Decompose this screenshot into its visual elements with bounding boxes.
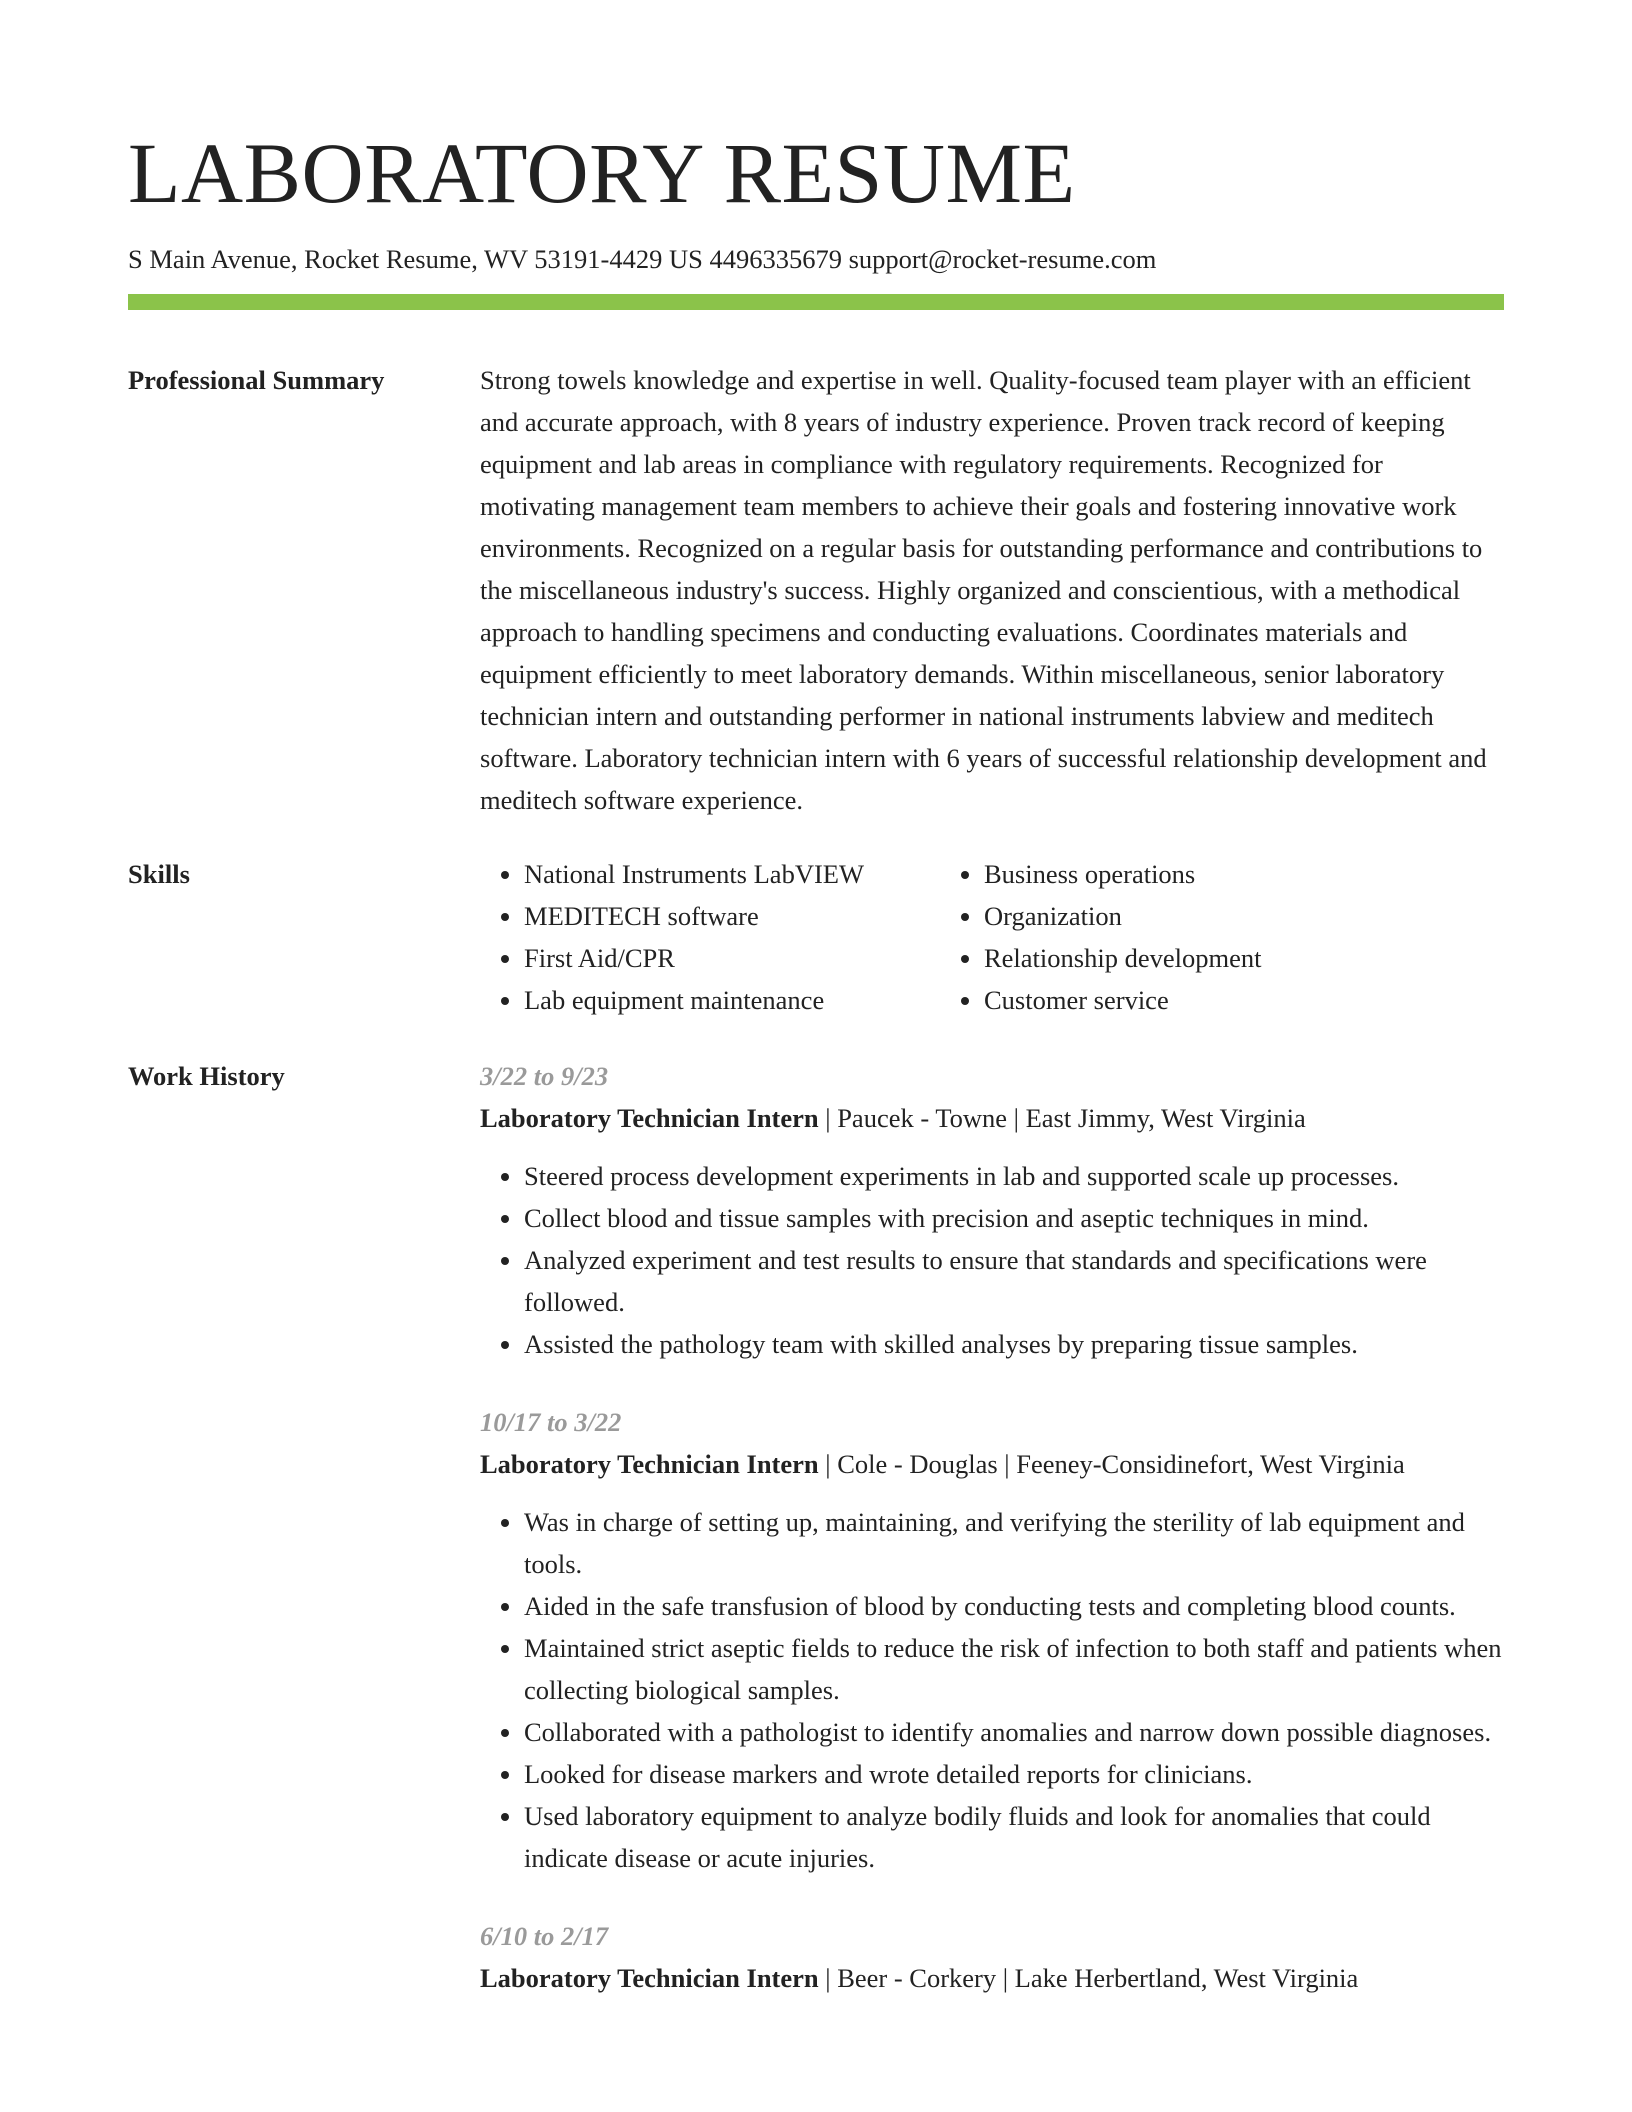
work-history-body bbox=[480, 1055, 1504, 2035]
section-label-skills: Skills bbox=[128, 859, 190, 889]
work-history-section bbox=[128, 1055, 1504, 2035]
job-date: 10/17 to 3/22 bbox=[480, 1407, 622, 1437]
job-bullet: • Maintained strict aseptic fields to reduce the risk of infection to both staff and patients when collecting biological samples. bbox=[524, 1627, 1504, 1711]
skill-item: • MEDITECH software bbox=[524, 895, 940, 937]
skill-item: • National Instruments LabVIEW bbox=[524, 853, 940, 895]
skill-item: • Organization bbox=[984, 895, 1400, 937]
job-bullet: • Used laboratory equipment to analyze bodily fluids and look for anomalies that could indicate disease or acute injuries. bbox=[524, 1795, 1504, 1879]
job-entry bbox=[480, 1915, 1504, 1999]
job-date: 3/22 to 9/23 bbox=[480, 1061, 609, 1091]
job-bullet: • Assisted the pathology team with skilled analyses by preparing tissue samples. bbox=[524, 1323, 1504, 1365]
skills-grid bbox=[480, 853, 1504, 1021]
resume-title: LABORATORY RESUME bbox=[128, 125, 1076, 221]
skill-item: • Lab equipment maintenance bbox=[524, 979, 940, 1021]
header-divider bbox=[128, 294, 1504, 310]
section-label-summary: Professional Summary bbox=[128, 365, 385, 395]
job-bullet: • Collaborated with a pathologist to identify anomalies and narrow down possible diagnoses. bbox=[524, 1711, 1504, 1753]
job-bullet-list bbox=[480, 1501, 1504, 1879]
skills-body bbox=[480, 853, 1504, 1021]
job-heading bbox=[480, 1443, 1504, 1485]
job-entry bbox=[480, 1401, 1504, 1879]
section-label-work: Work History bbox=[128, 1061, 285, 1091]
job-bullet-list bbox=[480, 1155, 1504, 1365]
contact-info: S Main Avenue, Rocket Resume, WV 53191-4429 US 4496335679 support@rocket-resume.com bbox=[128, 244, 1157, 274]
skill-item: • Customer service bbox=[984, 979, 1400, 1021]
job-bullet: • Analyzed experiment and test results to ensure that standards and specifications were followed. bbox=[524, 1239, 1504, 1323]
skill-item: • Relationship development bbox=[984, 937, 1400, 979]
skills-section bbox=[128, 853, 1504, 1021]
skills-list-right bbox=[940, 853, 1400, 1021]
job-bullet: • Collect blood and tissue samples with precision and aseptic techniques in mind. bbox=[524, 1197, 1504, 1239]
job-details: | Cole - Douglas | Feeney-Considinefort, West Virginia bbox=[818, 1449, 1405, 1479]
job-heading bbox=[480, 1097, 1504, 1139]
summary-text: Strong towels knowledge and expertise in well. Quality-focused team player with an efficient and accurate approach, with 8 years of industry experience. Proven track record of keeping equipment and lab areas in compliance with regulatory requirements. Recognized for motivating management team members to achieve their goals and fostering innovative work environments. Recognized on a regular basis for outstanding performance and contributions to the miscellaneous industry's success. Highly organized and conscientious, with a methodical approach to handling specimens and conducting evaluations. Coordinates materials and equipment efficiently to meet laboratory demands. Within miscellaneous, senior laboratory technician intern and outstanding performer in national instruments labview and meditech software. Laboratory technician intern with 6 years of successful relationship development and meditech software experience. bbox=[480, 365, 1487, 815]
job-bullet: • Aided in the safe transfusion of blood by conducting tests and completing blood counts. bbox=[524, 1585, 1504, 1627]
skill-item: • Business operations bbox=[984, 853, 1400, 895]
job-details: | Beer - Corkery | Lake Herbertland, West Virginia bbox=[818, 1963, 1359, 1993]
job-bullet: • Was in charge of setting up, maintaining, and verifying the sterility of lab equipment and tools. bbox=[524, 1501, 1504, 1585]
job-details: | Paucek - Towne | East Jimmy, West Virginia bbox=[818, 1103, 1306, 1133]
job-title: Laboratory Technician Intern bbox=[480, 1449, 819, 1479]
job-title: Laboratory Technician Intern bbox=[480, 1103, 819, 1133]
job-bullet: • Steered process development experiments in lab and supported scale up processes. bbox=[524, 1155, 1504, 1197]
skill-item: • First Aid/CPR bbox=[524, 937, 940, 979]
job-bullet: • Looked for disease markers and wrote detailed reports for clinicians. bbox=[524, 1753, 1504, 1795]
job-title: Laboratory Technician Intern bbox=[480, 1963, 819, 1993]
job-date: 6/10 to 2/17 bbox=[480, 1921, 609, 1951]
professional-summary-section bbox=[128, 359, 1504, 821]
skills-list-left bbox=[480, 853, 940, 1021]
job-heading bbox=[480, 1957, 1504, 1999]
job-entry bbox=[480, 1055, 1504, 1365]
